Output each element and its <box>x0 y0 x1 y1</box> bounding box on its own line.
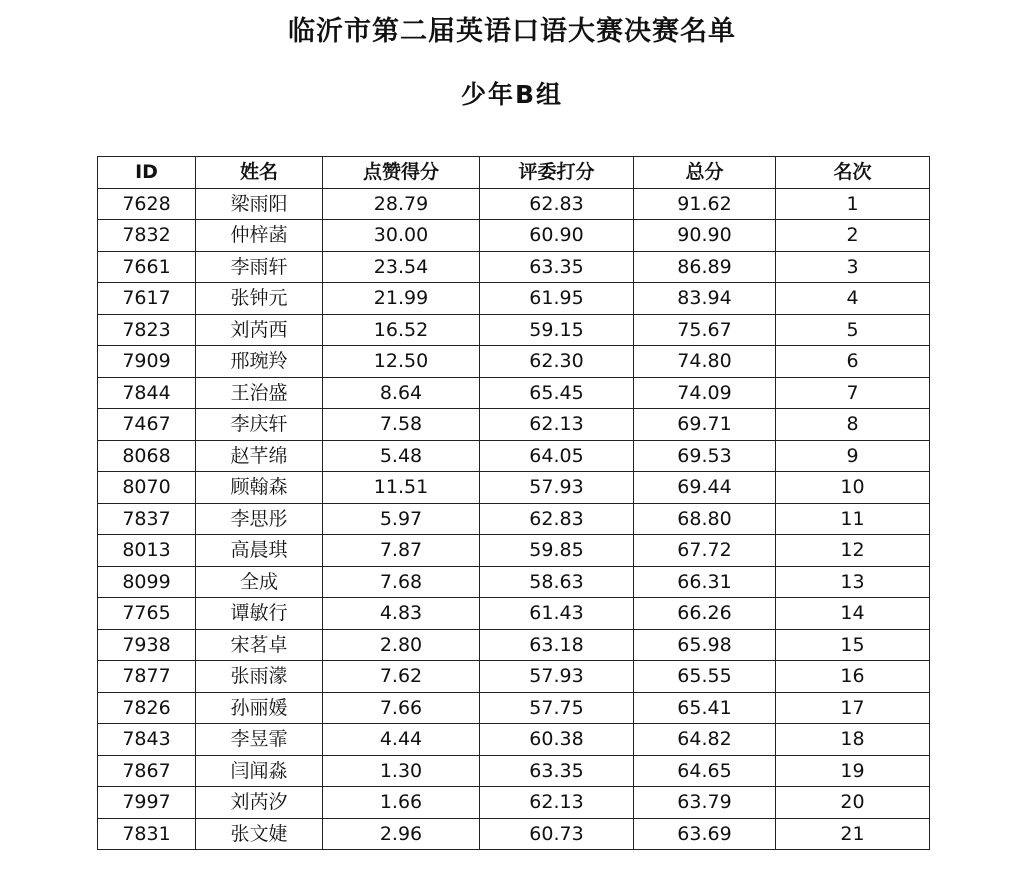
cell-like-score: 2.96 <box>323 818 480 850</box>
cell-total-score: 74.80 <box>634 346 776 378</box>
header-name: 姓名 <box>196 157 323 189</box>
cell-rank: 21 <box>776 818 930 850</box>
table-row <box>98 472 930 504</box>
cell-judge-score: 63.35 <box>480 755 634 787</box>
cell-name: 刘芮汐 <box>196 787 323 819</box>
cell-rank: 4 <box>776 283 930 315</box>
cell-total-score: 65.98 <box>634 629 776 661</box>
cell-judge-score: 62.83 <box>480 188 634 220</box>
cell-like-score: 8.64 <box>323 377 480 409</box>
cell-like-score: 23.54 <box>323 251 480 283</box>
cell-judge-score: 62.30 <box>480 346 634 378</box>
table-row <box>98 629 930 661</box>
cell-name: 高晨琪 <box>196 535 323 567</box>
cell-judge-score: 61.95 <box>480 283 634 315</box>
cell-id: 7997 <box>98 787 196 819</box>
cell-name: 梁雨阳 <box>196 188 323 220</box>
cell-like-score: 5.48 <box>323 440 480 472</box>
cell-id: 7832 <box>98 220 196 252</box>
cell-total-score: 69.44 <box>634 472 776 504</box>
cell-judge-score: 62.13 <box>480 409 634 441</box>
table-row <box>98 251 930 283</box>
table-row <box>98 503 930 535</box>
header-judge-score: 评委打分 <box>480 157 634 189</box>
cell-like-score: 7.62 <box>323 661 480 693</box>
cell-rank: 9 <box>776 440 930 472</box>
cell-rank: 2 <box>776 220 930 252</box>
cell-id: 7837 <box>98 503 196 535</box>
cell-total-score: 63.79 <box>634 787 776 819</box>
cell-like-score: 16.52 <box>323 314 480 346</box>
cell-rank: 18 <box>776 724 930 756</box>
cell-rank: 11 <box>776 503 930 535</box>
cell-total-score: 69.71 <box>634 409 776 441</box>
cell-rank: 13 <box>776 566 930 598</box>
table-row <box>98 283 930 315</box>
cell-judge-score: 57.93 <box>480 472 634 504</box>
cell-id: 7867 <box>98 755 196 787</box>
cell-id: 8013 <box>98 535 196 567</box>
cell-judge-score: 61.43 <box>480 598 634 630</box>
cell-name: 顾翰森 <box>196 472 323 504</box>
cell-name: 李庆轩 <box>196 409 323 441</box>
cell-total-score: 86.89 <box>634 251 776 283</box>
table-row <box>98 188 930 220</box>
cell-like-score: 7.66 <box>323 692 480 724</box>
cell-judge-score: 59.15 <box>480 314 634 346</box>
cell-id: 7617 <box>98 283 196 315</box>
cell-name: 全成 <box>196 566 323 598</box>
cell-id: 8070 <box>98 472 196 504</box>
header-total-score: 总分 <box>634 157 776 189</box>
table-row <box>98 598 930 630</box>
cell-judge-score: 58.63 <box>480 566 634 598</box>
cell-rank: 10 <box>776 472 930 504</box>
cell-name: 闫闻淼 <box>196 755 323 787</box>
table-row <box>98 377 930 409</box>
table-row <box>98 818 930 850</box>
cell-name: 李雨轩 <box>196 251 323 283</box>
results-table <box>97 156 930 850</box>
table-row <box>98 692 930 724</box>
cell-like-score: 4.44 <box>323 724 480 756</box>
cell-total-score: 83.94 <box>634 283 776 315</box>
table-header-row <box>98 157 930 189</box>
cell-id: 7826 <box>98 692 196 724</box>
table-body <box>98 188 930 850</box>
table-row <box>98 346 930 378</box>
cell-like-score: 7.68 <box>323 566 480 598</box>
cell-like-score: 21.99 <box>323 283 480 315</box>
cell-rank: 17 <box>776 692 930 724</box>
cell-total-score: 65.41 <box>634 692 776 724</box>
cell-id: 7661 <box>98 251 196 283</box>
cell-name: 赵芊绵 <box>196 440 323 472</box>
cell-id: 7877 <box>98 661 196 693</box>
cell-like-score: 7.87 <box>323 535 480 567</box>
cell-name: 邢琬羚 <box>196 346 323 378</box>
cell-id: 7831 <box>98 818 196 850</box>
cell-like-score: 1.66 <box>323 787 480 819</box>
document-subtitle: 少年B组 <box>460 80 564 109</box>
cell-like-score: 4.83 <box>323 598 480 630</box>
cell-rank: 15 <box>776 629 930 661</box>
cell-id: 7843 <box>98 724 196 756</box>
cell-rank: 16 <box>776 661 930 693</box>
cell-like-score: 2.80 <box>323 629 480 661</box>
cell-id: 7938 <box>98 629 196 661</box>
cell-id: 7909 <box>98 346 196 378</box>
cell-rank: 5 <box>776 314 930 346</box>
document-title: 临沂市第二届英语口语大赛决赛名单 <box>288 16 736 47</box>
header-id: ID <box>98 157 196 189</box>
cell-name: 谭敏行 <box>196 598 323 630</box>
cell-rank: 3 <box>776 251 930 283</box>
cell-total-score: 66.31 <box>634 566 776 598</box>
cell-total-score: 63.69 <box>634 818 776 850</box>
cell-rank: 1 <box>776 188 930 220</box>
cell-like-score: 30.00 <box>323 220 480 252</box>
cell-judge-score: 57.75 <box>480 692 634 724</box>
cell-like-score: 7.58 <box>323 409 480 441</box>
header-rank: 名次 <box>776 157 930 189</box>
cell-id: 7765 <box>98 598 196 630</box>
cell-judge-score: 60.73 <box>480 818 634 850</box>
cell-judge-score: 62.83 <box>480 503 634 535</box>
cell-total-score: 66.26 <box>634 598 776 630</box>
cell-rank: 14 <box>776 598 930 630</box>
cell-like-score: 1.30 <box>323 755 480 787</box>
cell-id: 8068 <box>98 440 196 472</box>
cell-rank: 20 <box>776 787 930 819</box>
table-row <box>98 440 930 472</box>
cell-judge-score: 60.38 <box>480 724 634 756</box>
cell-id: 7844 <box>98 377 196 409</box>
cell-like-score: 5.97 <box>323 503 480 535</box>
cell-total-score: 69.53 <box>634 440 776 472</box>
cell-judge-score: 63.35 <box>480 251 634 283</box>
table-row <box>98 535 930 567</box>
table-row <box>98 220 930 252</box>
cell-rank: 19 <box>776 755 930 787</box>
cell-name: 孙丽媛 <box>196 692 323 724</box>
cell-total-score: 74.09 <box>634 377 776 409</box>
cell-name: 王治盛 <box>196 377 323 409</box>
cell-total-score: 68.80 <box>634 503 776 535</box>
cell-like-score: 12.50 <box>323 346 480 378</box>
table-row <box>98 661 930 693</box>
cell-name: 刘芮西 <box>196 314 323 346</box>
cell-name: 张钟元 <box>196 283 323 315</box>
cell-rank: 6 <box>776 346 930 378</box>
cell-total-score: 65.55 <box>634 661 776 693</box>
cell-rank: 12 <box>776 535 930 567</box>
cell-total-score: 67.72 <box>634 535 776 567</box>
cell-name: 张雨濛 <box>196 661 323 693</box>
cell-judge-score: 63.18 <box>480 629 634 661</box>
table-row <box>98 724 930 756</box>
cell-judge-score: 62.13 <box>480 787 634 819</box>
header-like-score: 点赞得分 <box>323 157 480 189</box>
cell-rank: 7 <box>776 377 930 409</box>
cell-judge-score: 64.05 <box>480 440 634 472</box>
cell-judge-score: 65.45 <box>480 377 634 409</box>
cell-like-score: 28.79 <box>323 188 480 220</box>
cell-judge-score: 60.90 <box>480 220 634 252</box>
cell-name: 李思彤 <box>196 503 323 535</box>
table-row <box>98 787 930 819</box>
cell-name: 仲梓菡 <box>196 220 323 252</box>
table-row <box>98 566 930 598</box>
cell-name: 宋茗卓 <box>196 629 323 661</box>
cell-total-score: 75.67 <box>634 314 776 346</box>
cell-total-score: 90.90 <box>634 220 776 252</box>
cell-total-score: 64.82 <box>634 724 776 756</box>
cell-total-score: 64.65 <box>634 755 776 787</box>
cell-judge-score: 57.93 <box>480 661 634 693</box>
cell-judge-score: 59.85 <box>480 535 634 567</box>
cell-id: 7628 <box>98 188 196 220</box>
table-row <box>98 755 930 787</box>
cell-name: 张文婕 <box>196 818 323 850</box>
cell-id: 7823 <box>98 314 196 346</box>
cell-rank: 8 <box>776 409 930 441</box>
cell-name: 李昱霏 <box>196 724 323 756</box>
cell-like-score: 11.51 <box>323 472 480 504</box>
cell-id: 7467 <box>98 409 196 441</box>
table-row <box>98 409 930 441</box>
table-row <box>98 314 930 346</box>
cell-total-score: 91.62 <box>634 188 776 220</box>
cell-id: 8099 <box>98 566 196 598</box>
